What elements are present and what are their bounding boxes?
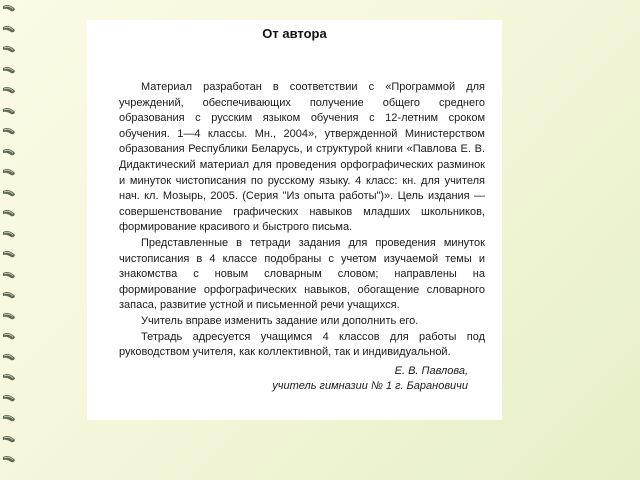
paragraph-4: Тетрадь адресуется учащимся 4 классов для работы под руководством учителя, как коллективной, так и индивидуальной. [119, 330, 485, 359]
binding-ring [2, 209, 16, 218]
binding-ring [2, 394, 16, 403]
author-role: учитель гимназии № 1 г. Барановичи [272, 380, 468, 392]
binding-ring [2, 312, 16, 321]
paragraph-2: Представленные в тетради задания для проведения минуток чистописания в 4 классе подобраны с учетом изучаемой темы и знакомства с новым словарным словом; направлены на формирование орфографических навыков, обогащение словарного запаса, развитие устной и письменной речи учащихся. [119, 236, 485, 312]
binding-ring [2, 271, 16, 280]
binding-ring [2, 66, 16, 75]
author-signature [272, 364, 468, 394]
binding-ring [2, 353, 16, 362]
binding-ring [2, 45, 16, 54]
binding-ring [2, 127, 16, 136]
paragraph-3: Учитель вправе изменить задание или дополнить его. [141, 314, 419, 327]
binding-ring [2, 168, 16, 177]
binding-ring [2, 107, 16, 116]
binding-ring [2, 230, 16, 239]
binding-ring [2, 148, 16, 157]
document-page [87, 20, 502, 420]
binding-ring [2, 455, 16, 464]
binding-ring [2, 414, 16, 423]
binding-ring [2, 332, 16, 341]
page-title: От автора [262, 26, 327, 41]
binding-ring [2, 435, 16, 444]
binding-ring [2, 4, 16, 13]
binding-ring [2, 250, 16, 259]
binding-ring [2, 291, 16, 300]
spiral-binding [0, 0, 18, 480]
binding-ring [2, 373, 16, 382]
binding-ring [2, 86, 16, 95]
binding-ring [2, 189, 16, 198]
paragraph-1: Материал разработан в соответствии с «Программой для учреждений, обеспечивающих получение общего среднего образования с русским языком обучения с 12-летним сроком обучения. 1—4 классы. Мн., 2004», утвержденной Министерством образования Республики Беларусь, и структурой книги «Павлова Е. В. Дидактический материал для проведения орфографических разминок и минуток чистописания по русскому языку. 4 класс: кн. для учителя нач. кл. Мозырь, 2005. (Серия "Из опыта работы")». Цель издания — совершенствование графических навыков младших школьников, формирование красивого и быстрого письма. [119, 81, 485, 234]
binding-ring [2, 25, 16, 34]
author-name: Е. В. Павлова, [394, 365, 468, 377]
document-body [119, 80, 485, 361]
